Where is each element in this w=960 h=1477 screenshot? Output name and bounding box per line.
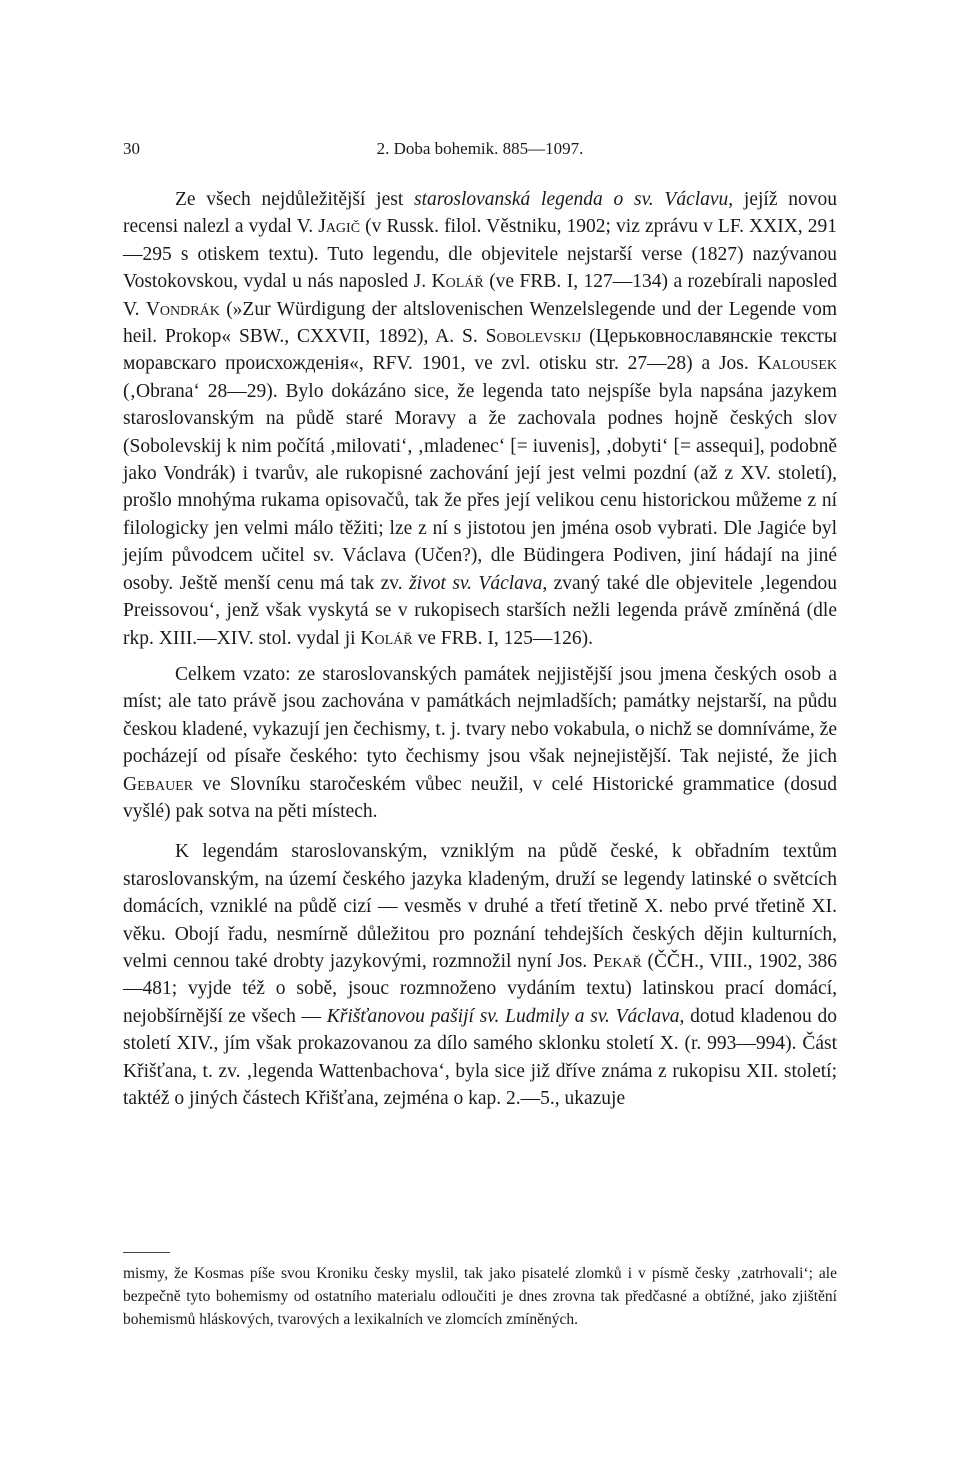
author-name: Gebauer (123, 773, 194, 795)
text-run: Celkem vzato: ze staroslovanských památek nejjistější jsou jmena českých osob a míst; ale tato právě jsou zachována v památkách nejmladších; památky nejstarší, na půdu českou kladené, vykazují jen čechismy, t. j. tvary nebo vokabula, o nichž se domníváme, že pocházejí od písaře českého: tyto čechismy jsou však nejnejistější. Tak nejisté, že jich (123, 663, 837, 768)
text-run: K legendám staroslovanským, vzniklým na půdě české, k obřadním textům staroslovanským, na území českého jazyka kladeným, druží se legendy latinské o světcích domácích, vzniklé na půdě cizí — vesměs v druhé a třetí třetině X. nebo prvé třetině XI. věku. Obojí řadu, nesmírně důležitou pro poznání tehdejších českých dějin kulturních, velmi cennou také drobty jazykovými, rozmnožil nyní Jos. (123, 841, 837, 972)
text-run: (v Russk. filol. Věstniku, 1902; viz zprávu v LF. XXIX, 291—295 s otiskem textu). Tuto legendu, dle objevitele nejstarší verse (1827) nazývanou Vostokovskou, vydal u nás naposled J. (123, 216, 837, 293)
author-name: Pekař (592, 950, 642, 972)
body-text (123, 186, 837, 1112)
footnote: mismy, že Kosmas píše svou Kroniku česky myslil, tak jako pisatelé zlomků i v písmě česky ‚zatrhovali‘; ale bezpečně tyto bohemismy od ostatního materialu odloučiti je dnes zrovna tak předčasné a obtížné, jako zjištění bohemismů hláskových, tvarových a lexikalních ve zlomcích zmíněných. (123, 1265, 837, 1329)
text-run: , jejíž novou recensi nalezl a vydal V. (123, 189, 837, 238)
italic-title: Křišťanovou pašijí sv. Ludmily a sv. Václava (326, 1005, 680, 1027)
author-name: Kolář (431, 271, 484, 293)
text-run: , zvaný také dle objevitele ‚legendou Preissovou‘, jenž však vyskytá se v rukopisech starších nežli legenda právě zmíněná (dle rkp. XIII.—XIV. stol. vydal ji (123, 572, 838, 649)
italic-title: život sv. Václava (409, 572, 543, 594)
paragraph (123, 838, 837, 1112)
text-run: ve FRB. I, 125—126). (412, 627, 593, 649)
author-name: Kolář (360, 627, 413, 649)
text-run: (‚Obrana‘ 28—29). Bylo dokázáno sice, že legenda tato nejspíše byla napsána jazykem staroslovanským na půdě staré Moravy a že zachovala podnes hojně českých slov (Sobolevskij k nim počítá ‚milovati‘, ‚mladenec‘ [= iuvenis], ‚dobyti‘ [= assequi], podobně jako Vondrák) i tvarův, ale rukopisné zachování její jest velmi pozdní (až z XV. století), prošlo mnohýma rukama opisovačů, tak že přes její velikou cenu historickou můžeme z ní filologicky jen velmi málo těžiti; lze z ní s jistotou jen jména osob vybrati. Dle Jagiće byl jejím původcem učitel sv. Václava (Učen?), dle Büdingera Podiven, jiní hádají na jiné osoby. Ještě menší cenu má tak zv. (123, 380, 837, 594)
page-number: 30 (123, 139, 140, 158)
footnote-divider (123, 1252, 170, 1253)
text-run: ve Slovníku staročeském vůbec neužil, v celé Historické grammatice (dosud vyšlé) pak sotva na pěti místech. (123, 773, 837, 822)
text-run: , dotud kladenou do století XIV., jím však prokazovanou za dílo samého sklonku století X. (r. 993—994). Část Křišťana, t. zv. ‚legenda Wattenbachova‘, byla sice již dříve známa z rukopisu XII. století; taktéž o jiných částech Křišťana, zejména o kap. 2.—5., ukazuje (123, 1005, 837, 1109)
author-name: Kalousek (757, 353, 837, 375)
author-name: Jagič (318, 216, 361, 238)
text-run: (Церьковнославянскіе тексты моравскаго происхожденія«, RFV. 1901, ve zvl. otisku str. 27—28) a Jos. (123, 326, 838, 375)
paragraph (123, 661, 837, 825)
running-head: 2. Doba bohemik. 885—1097. (376, 139, 584, 158)
page-header (123, 137, 837, 161)
text-run: (ve FRB. I, 127—134) a rozebírali naposled V. (123, 271, 838, 320)
text-run: Ze všech nejdůležitější jest (175, 189, 414, 210)
paragraph (123, 186, 837, 652)
text-run: (»Zur Würdigung der altslovenischen Wenzelslegende und der Legende vom heil. Prokop« SBW., CXXVII, 1892), A. S. (123, 298, 837, 348)
author-name: Sobolevskij (485, 326, 582, 348)
text-run: (ČČH., VIII., 1902, 386—481; vyjde též o sobě, jsouc rozmnoženo vydáním textu) latinskou prací domácí, nejobšírnější ze všech — (123, 950, 837, 1027)
italic-title: staroslovanská legenda o sv. Václavu (414, 189, 729, 210)
author-name: Vondrák (145, 298, 220, 320)
